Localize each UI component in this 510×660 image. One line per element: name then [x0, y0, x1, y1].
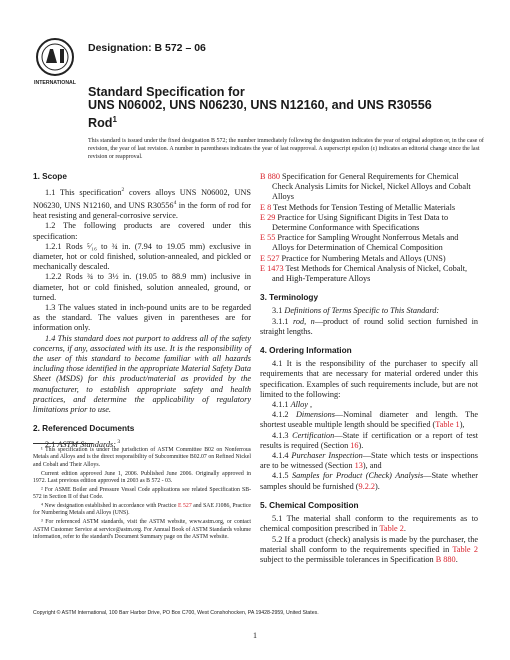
- paragraph-1-4: 1.4 This standard does not purport to address all of the safety concerns, if any, associated with its use. It is the responsibility of the user of this standard to become familiar with all hazards including those identified in the appropriate Material Safety Data Sheet (MSDS) for this product/material as provided by the manufacturer, to establish appropriate safety and health practices, and determine the applicability of regulatory limitations prior to use.: [33, 333, 251, 414]
- footnote-2: ² For ASME Boiler and Pressure Vessel Code applications see related Specification SB-572 in Section II of that Code.: [33, 486, 251, 501]
- reference-link[interactable]: E 527: [260, 253, 280, 263]
- document-title: [88, 86, 478, 130]
- paragraph-1-2-1: 1.2.1 Rods ⁵⁄₁₆ to ¾ in. (7.94 to 19.05 mm) exclusive in diameter, hot or cold finished, solution-annealed, and pickled or mechanically descaled.: [33, 241, 251, 272]
- section-heading-terminology: 3. Terminology: [260, 293, 319, 303]
- paragraph-5-1: 5.1 The material shall conform to the requirements as to chemical composition prescribed in Table 2.: [260, 514, 478, 534]
- paragraph-4-1-1: 4.1.1 Alloy ,: [272, 400, 313, 410]
- reference-e29: E 29 Practice for Using Significant Digits in Test Data to Determine Conformance with Specifications: [260, 212, 449, 233]
- paragraph-1-2: 1.2 The following products are covered under this specification:: [33, 221, 251, 241]
- footnote-4: ⁴ New designation established in accordance with Practice E 527 and SAE J1086, Practice for Numbering Metals and Alloys (UNS).: [33, 503, 251, 517]
- table-2-link[interactable]: Table 2: [379, 524, 404, 534]
- reference-e1473: E 1473 Test Methods for Chemical Analysis of Nickel, Cobalt, and High-Temperature Alloys: [260, 263, 468, 284]
- paragraph-3-1: 3.1 Definitions of Terms Specific to This Standard:: [272, 306, 440, 316]
- section-9-2-2-link[interactable]: 9.2.2: [358, 481, 376, 491]
- section-heading-ordering-information: 4. Ordering Information: [260, 346, 352, 356]
- footnote-1: ¹ This specification is under the jurisdiction of ASTM Committee B02 on Nonferrous Metals and Alloys and is the direct responsibility of Subcommittee B02.07 on Refined Nickel and Cobalt and Their Alloys.: [33, 447, 251, 468]
- copyright-notice: Copyright © ASTM International, 100 Barr Harbor Drive, PO Box C700, West Conshohocken, PA 19428-2959, United States.: [33, 610, 319, 616]
- section-16-link[interactable]: 16: [350, 440, 359, 450]
- title-line-1: Standard Specification for: [88, 85, 245, 99]
- title-line-2: UNS N06002, UNS N06230, UNS N12160, and UNS R30556: [88, 98, 432, 113]
- reference-link[interactable]: B 880: [260, 172, 280, 181]
- b880-link[interactable]: B 880: [435, 554, 456, 564]
- paragraph-4-1: 4.1 It is the responsibility of the purchaser to specify all requirements that are necessary for material ordered under this specification. Examples of such requirements include, but are not limited to the following:: [260, 359, 478, 399]
- paragraph-4-1-3: 4.1.3 Certification—State if certification or a report of test results is required (Section 16).: [260, 430, 478, 450]
- reference-link[interactable]: E 55: [260, 233, 276, 243]
- paragraph-2-1: 2.1 ASTM Standards: $^3$: [45, 439, 121, 450]
- reference-e8: E 8 Test Methods for Tension Testing of Metallic Materials: [260, 202, 456, 212]
- reference-link[interactable]: E 29: [260, 212, 276, 222]
- table-1-link[interactable]: Table 1: [435, 420, 460, 430]
- paragraph-4-1-5: 4.1.5 Samples for Product (Check) Analysis—State whether samples should be furnished (9.2.2).: [260, 471, 478, 491]
- left-column: [33, 172, 251, 450]
- page-number: 1: [253, 631, 257, 640]
- paragraph-1-1: 1.1 This specification$^2$ covers alloys UNS N06002, UNS N06230, UNS N12160, and UNS R30556$^4$ in the form of rod for heat resisting and general-corrosive service.: [33, 187, 251, 221]
- section-heading-chemical-composition: 5. Chemical Composition: [260, 500, 359, 510]
- section-heading-referenced-documents: 2. Referenced Documents: [33, 424, 135, 434]
- paragraph-4-1-2: 4.1.2 Dimensions—Nominal diameter and length. The shortest useable multiple length should be specified (Table 1),: [260, 410, 478, 430]
- designation: Designation: B 572 – 06: [88, 42, 206, 54]
- footnote-3: ³ For referenced ASTM standards, visit the ASTM website, www.astm.org, or contact ASTM Customer Service at service@astm.org. For Annual Book of ASTM Standards volume information, refer to the standard's Document Summary page on the ASTM website.: [33, 519, 251, 541]
- paragraph-4-1-4: 4.1.4 Purchaser Inspection—State which tests or inspections are to be witnessed (Section 13), and: [260, 451, 478, 471]
- e527-link[interactable]: E 527: [177, 503, 192, 510]
- paragraph-1-2-2: 1.2.2 Rods ¾ to 3½ in. (19.05 to 88.9 mm) inclusive in diameter, hot or cold finished, solution annealed, ground, or turned.: [33, 272, 251, 302]
- paragraph-1-3: 1.3 The values stated in inch-pound units are to be regarded as the standard. The values given in parentheses are for information only.: [33, 302, 251, 333]
- reference-e527: E 527 Practice for Numbering Metals and Alloys (UNS): [260, 253, 446, 263]
- astm-logo: [33, 36, 77, 88]
- reference-b880: B 880 Specification for General Requirements for Chemical Check Analysis Limits for Nickel, Nickel Alloys and Cobalt Alloys: [260, 172, 471, 202]
- section-13-link[interactable]: 13: [354, 461, 363, 471]
- reference-e55: E 55 Practice for Sampling Wrought Nonferrous Metals and Alloys for Determination of Chemical Composition: [260, 233, 459, 253]
- intro-note: This standard is issued under the fixed designation B 572; the number immediately following the designation indicates the year of original adoption or, in the case of revision, the year of last revision. A number in parentheses indicates the year of last reapproval. A superscript epsilon (ε) indicates an editorial change since the last revision or reapproval.: [88, 138, 484, 160]
- paragraph-5-2: 5.2 If a product (check) analysis is made by the purchaser, the material shall conform to the requirements specified in Table 2 subject to the permissible tolerances in Specification B 880.: [260, 534, 478, 564]
- footnote-1-edition: Current edition approved June 1, 2006. Published June 2006. Originally approved in 1972. Last previous edition approved in 2003 as B 572 - 03.: [33, 470, 251, 485]
- table-2-link[interactable]: Table 2: [452, 544, 478, 554]
- paragraph-3-1-1: 3.1.1 rod, n—product of round solid section furnished in straight lengths.: [260, 316, 479, 336]
- svg-text:INTERNATIONAL: INTERNATIONAL: [34, 80, 76, 86]
- right-column: [260, 172, 478, 565]
- footnotes: [33, 447, 251, 543]
- reference-link[interactable]: E 8: [260, 202, 272, 212]
- title-line-3: Rod$^1$: [88, 114, 117, 130]
- section-heading-scope: 1. Scope: [33, 172, 67, 181]
- footnote-divider: [33, 443, 93, 444]
- reference-link[interactable]: E 1473: [260, 263, 284, 273]
